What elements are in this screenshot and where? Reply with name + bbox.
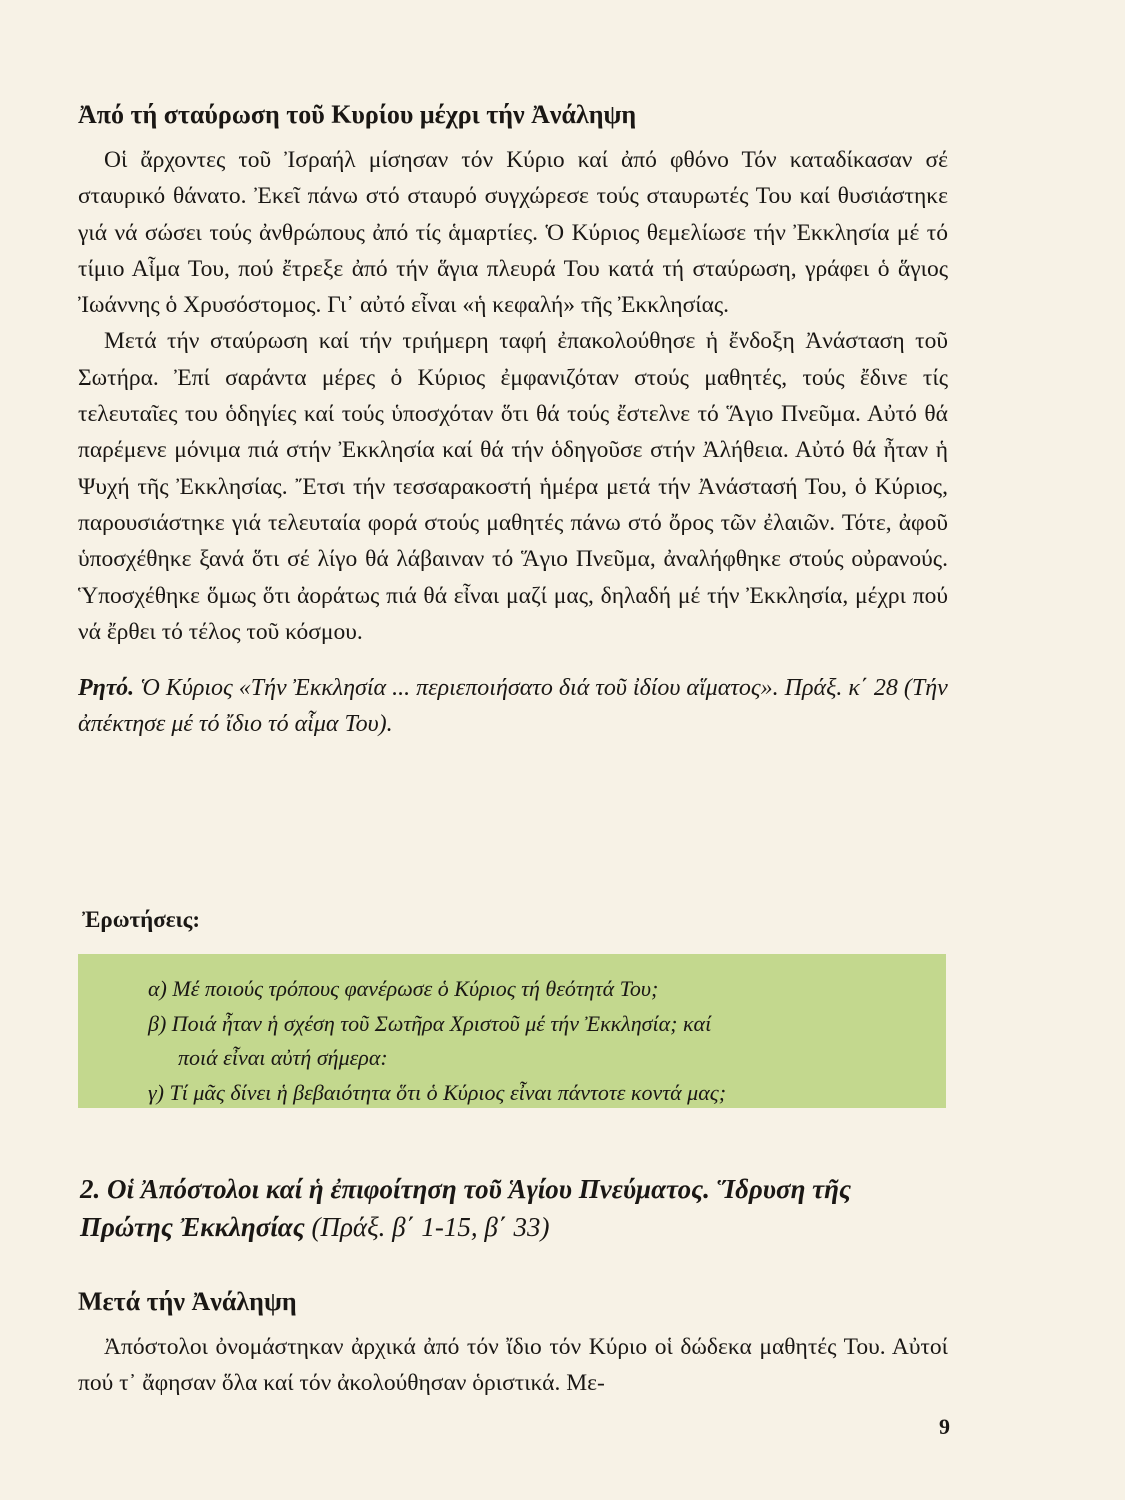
section-one — [78, 98, 948, 742]
body-paragraph: Οἱ ἄρχοντες τοῦ Ἰσραήλ μίσησαν τόν Κύριο καί ἀπό φθόνο Τόν καταδίκασαν σέ σταυρικό θάνατο. Ἐκεῖ πάνω στό σταυρό συγχώρεσε τούς σταυρωτές Του καί θυσιάστηκε γιά νά σώσει τούς ἀνθρώπους ἀπό τίς ἁμαρτίες. Ὁ Κύριος θεμελίωσε τήν Ἐκκλησία μέ τό τίμιο Αἷμα Του, πού ἔτρεξε ἀπό τήν ἅγια πλευρά Του κατά τή σταύρωση, γράφει ὁ ἅγιος Ἰωάννης ὁ Χρυσόστομος. Γι᾽ αὐτό εἶναι «ἡ κεφαλή» τῆς Ἐκκλησίας. — [78, 147, 948, 319]
section-two-title — [80, 1170, 950, 1246]
section-two — [78, 1285, 948, 1402]
question-item: α) Μέ ποιούς τρόπους φανέρωσε ὁ Κύριος τή θεότητά Του; — [148, 976, 659, 1001]
questions-list — [148, 972, 928, 1110]
section-heading: Ἀπό τή σταύρωση τοῦ Κυρίου μέχρι τήν Ἀνάληψη — [78, 100, 637, 129]
question-item-continued: ποιά εἶναι αὐτή σήμερα: — [178, 1045, 388, 1070]
body-paragraph: Ἀπόστολοι ὀνομάστηκαν ἀρχικά ἀπό τόν ἴδιο τόν Κύριο οἱ δώδεκα μαθητές Του. Αὐτοί πού τ᾽ ἄφησαν ὅλα καί τόν ἀκολούθησαν ὁριστικά. Με- — [78, 1334, 948, 1397]
question-item: γ) Τί μᾶς δίνει ἡ βεβαιότητα ὅτι ὁ Κύριος εἶναι πάντοτε κοντά μας; — [148, 1079, 727, 1105]
questions-heading: Ἐρωτήσεις: — [82, 907, 201, 932]
subsection-heading: Μετά τήν Ἀνάληψη — [78, 1287, 297, 1316]
section-two-reference: (Πράξ. β΄ 1-15, β΄ 33) — [311, 1212, 550, 1242]
verse-text: Ὁ Κύριος «Τήν Ἐκκλησία ... περιεποιήσατο διά τοῦ ἰδίου αἵματος». Πράξ. κ΄ 28 (Τήν ἀπέκτησε μέ τό ἴδιο τό αἷμα Του). — [78, 675, 948, 738]
section-two-title-text: 2. Οἱ Ἀπόστολοι καί ἡ ἐπιφοίτηση τοῦ Ἁγίου Πνεύματος. Ἵδρυση τῆς Πρώτης Ἐκκλησίας — [80, 1174, 851, 1242]
scripture-verse — [78, 670, 948, 742]
question-item: β) Ποιά ἦταν ἡ σχέση τοῦ Σωτῆρα Χριστοῦ μέ τήν Ἐκκλησία; καί — [148, 1010, 712, 1036]
body-paragraph: Μετά τήν σταύρωση καί τήν τριήμερη ταφή ἐπακολούθησε ἡ ἔνδοξη Ἀνάσταση τοῦ Σωτήρα. Ἐπί σαράντα μέρες ὁ Κύριος ἐμφανιζόταν στούς μαθητές, τούς ἔδινε τίς τελευταῖες του ὁδηγίες καί τούς ὑποσχόταν ὅτι θά τούς ἔστελνε τό Ἅγιο Πνεῦμα. Αὐτό θά παρέμενε μόνιμα πιά στήν Ἐκκλησία καί θά τήν ὁδηγοῦσε στήν Ἀλήθεια. Αὐτό θά ἦταν ἡ Ψυχή τῆς Ἐκκλησίας. Ἔτσι τήν τεσσαρακοστή ἡμέρα μετά τήν Ἀνάστασή Του, ὁ Κύριος, παρουσιάστηκε γιά τελευταία φορά στούς μαθητές πάνω στό ὄρος τῶν ἐλαιῶν. Τότε, ἀφοῦ ὑποσχέθηκε ξανά ὅτι σέ λίγο θά λάβαιναν τό Ἅγιο Πνεῦμα, ἀναλήφθηκε στούς οὐρανούς. Ὑποσχέθηκε ὅμως ὅτι ἀοράτως πιά θά εἶναι μαζί μας, δηλαδή μέ τήν Ἐκκλησία, μέχρι πού νά ἔρθει τό τέλος τοῦ κόσμου. — [78, 328, 948, 645]
verse-label: Ρητό. — [78, 675, 135, 702]
page-number: 9 — [939, 1414, 950, 1439]
